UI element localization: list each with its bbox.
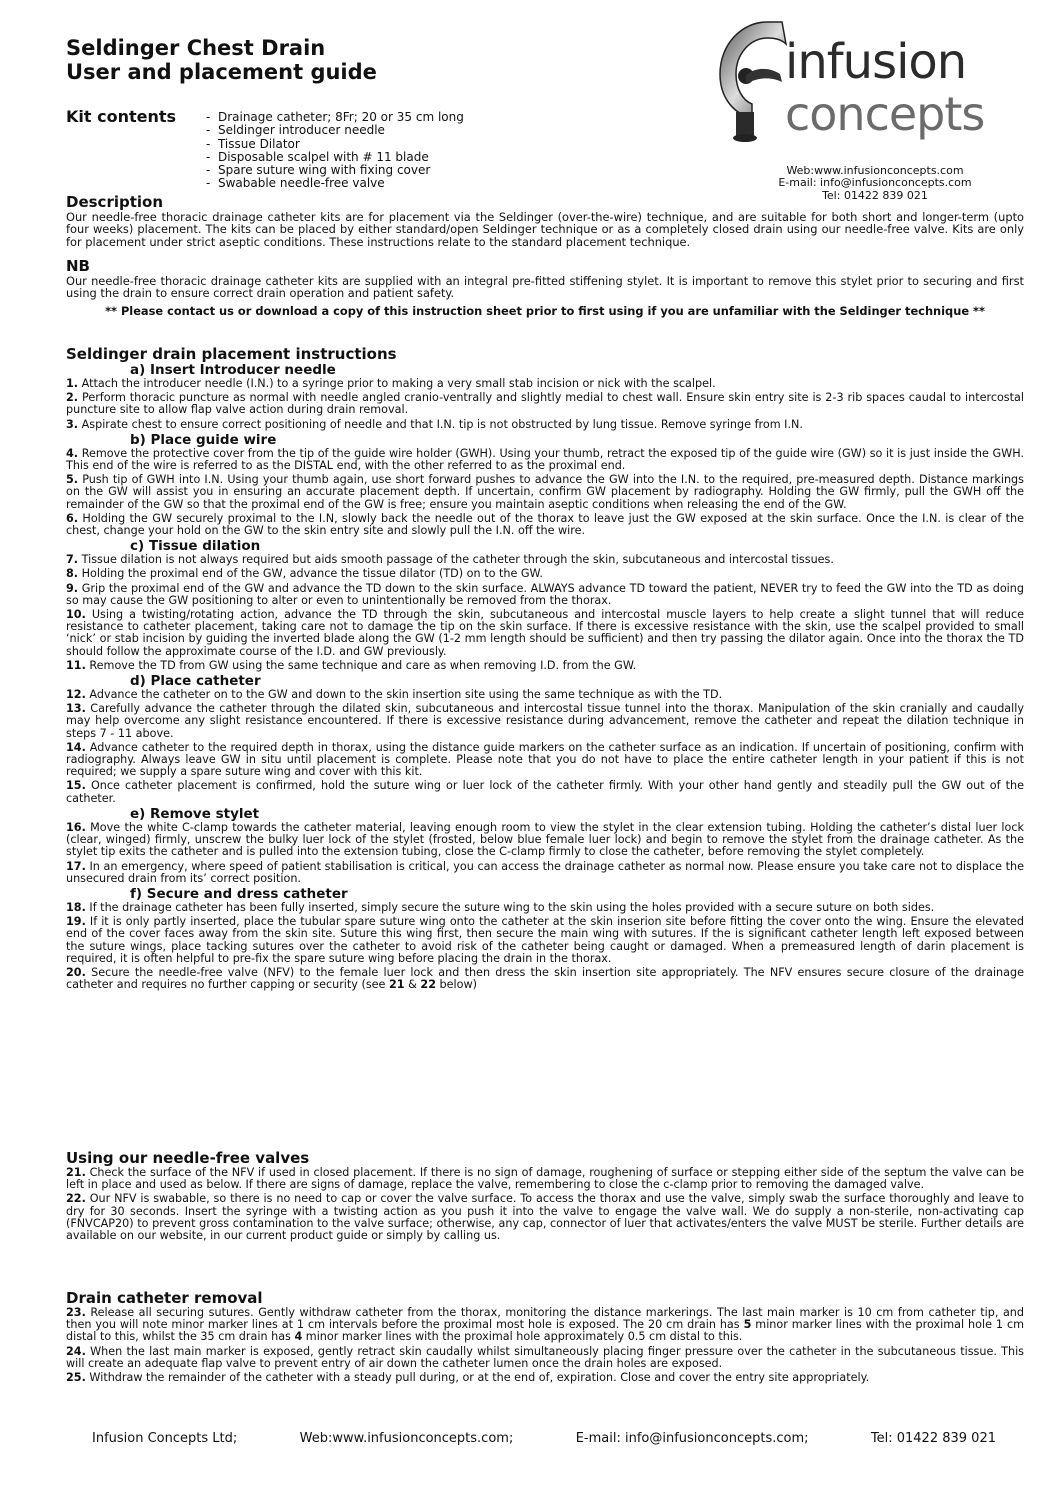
kit-item: - Drainage catheter; 8Fr; 20 or 35 cm long (206, 111, 464, 124)
kit-item: - Tissue Dilator (206, 138, 464, 151)
step-item: 8. Holding the proximal end of the GW, advance the tissue dilator (TD) on to the GW. (66, 567, 543, 581)
step-item: 17. In an emergency, where speed of patient stabilisation is critical, you can access the drainage catheter as normal now. Please ensure you take care not to displace the unsecured drain from its’ correct position. (66, 859, 1024, 885)
page-footer (92, 1431, 996, 1446)
step-item: 14. Advance catheter to the required depth in thorax, using the distance guide markers on the catheter surface as an indication. If uncertain of positioning, confirm with radiography. Always leave GW in situ until placement is complete. Please note that you do not have to place the entire catheter length in your patient if this is not required; we supply a spare suture wing and cover with this kit. (66, 740, 1024, 779)
step-item: 4. Remove the protective cover from the tip of the guide wire holder (GWH). Using your thumb, retract the exposed tip of the guide wire (GW) so it is just inside the GWH. This end of the wire is referred to as the DISTAL end, with the other referred to as the proximal end. (66, 446, 1025, 473)
kit-item: - Swabable needle-free valve (206, 177, 464, 190)
subheading-insert-needle: a) Insert Introducer needle (130, 362, 336, 378)
header-tel: Tel: 01422 839 021 (822, 188, 928, 202)
step-item: 23. Release all securing sutures. Gently withdraw catheter from the thorax, monitoring the distance markerings. The last main marker is 10 cm from catheter tip, and then you will note minor marker lines at 1 cm intervals before the proximal most hole is exposed. The 20 cm drain has 5 minor marker lines with the proximal hole 1 cm distal to this, whilst the 35 cm drain has 4 minor marker lines with the proximal hole approximately 0.5 cm distal to this. (66, 1306, 1024, 1344)
step-item: 15. Once catheter placement is confirmed, hold the suture wing or luer lock of the catheter firmly. With your other hand gently and steadily pull the GW out of the catheter. (66, 779, 1024, 805)
subheading-secure-dress: f) Secure and dress catheter (130, 885, 348, 902)
step-item: 18. If the drainage catheter has been fully inserted, simply secure the suture wing to the skin using the holes provided with a secure suture on both sides. (66, 900, 935, 914)
step-item: 24. When the last main marker is exposed, gently retract skin caudally whilst simultaneously placing finger pressure over the catheter in the subcutaneous tissue. This will create an adequate flap valve to prevent entry of air down the catheter lumen once the drain holes are exposed. (66, 1344, 1025, 1370)
description-section (66, 194, 1024, 248)
step-item: 6. Holding the GW securely proximal to the I.N, slowly back the needle out of the thorax to leave just the GW exposed at the skin surface. Once the I.N. is clear of the chest, change your hold on the GW to the skin entry site and slowly pull the I.N. off the wire. (66, 511, 1025, 538)
footer-company: Infusion Concepts Ltd; (92, 1431, 238, 1446)
step-item: 20. Secure the needle-free valve (NFV) to the female luer lock and then dress the skin insertion site appropriately. The NFV ensures secure closure of the drainage catheter and requires no further capping or security (see 21 & 22 below) (66, 965, 1024, 992)
step-item: 1. Attach the introducer needle (I.N.) to a syringe prior to making a very small stab incision or nick with the scalpel. (66, 377, 716, 390)
nb-section (66, 258, 1024, 318)
description-heading: Description (66, 193, 164, 211)
placement-heading: Seldinger drain placement instructions (66, 345, 397, 363)
kit-item: - Disposable scalpel with # 11 blade (206, 151, 464, 164)
step-item: 12. Advance the catheter on to the GW and down to the skin insertion site using the same technique as with the TD. (66, 688, 723, 702)
nb-heading: NB (66, 257, 90, 275)
valves-heading: Using our needle-free valves (66, 1149, 310, 1167)
step-item: 2. Perform thoracic puncture as normal with needle angled cranio-ventrally and slightly medial to chest wall. Ensure skin entry site is 2-3 rib spaces caudal to intercostal puncture site to allow flap valve action during drain removal. (66, 391, 1024, 417)
step-item: 25. Withdraw the remainder of the catheter with a steady pull during, or at the end of, expiration. Close and cover the entry site appropriately. (66, 1371, 870, 1385)
footer-tel: Tel: 01422 839 021 (870, 1431, 996, 1446)
step-item: 7. Tissue dilation is not always required but aids smooth passage of the catheter through the skin, subcutaneous and intercostal tissues. (66, 553, 834, 567)
valves-section (66, 1149, 1024, 1244)
removal-heading: Drain catheter removal (66, 1289, 263, 1307)
logo-wordmark-concepts: concepts (785, 87, 985, 141)
step-item: 3. Aspirate chest to ensure correct positioning of needle and that I.N. tip is not obstructed by lung tissue. Remove syringe from I.N. (66, 417, 803, 431)
step-item: 22. Our NFV is swabable, so there is no need to cap or cover the valve surface. To access the thorax and use the valve, simply swab the surface thoroughly and leave to dry for 30 seconds. Insert the syringe with a twisting action as you push it into the valve to engage the valve wall. We do supply a non-sterile, non-activating cap (FNVCAP20) to prevent gross contamination to the valve surface; otherwise, any cap, connector of luer that activates/enters the valve MUST be sterile. Further details are available on our website, in our current product guide or simply by calling us. (66, 1192, 1024, 1243)
kit-item: - Spare suture wing with fixing cover (206, 164, 464, 177)
subheading-place-catheter: d) Place catheter (130, 673, 261, 690)
subheading-tissue-dilation: c) Tissue dilation (130, 538, 261, 555)
placement-section (66, 345, 1024, 993)
footer-web: Web:www.infusionconcepts.com; (299, 1431, 514, 1446)
description-text: Our needle-free thoracic drainage catheter kits are for placement via the Seldinger (over-the-wire) technique, and are suitable for both short and longer-term (upto four weeks) placement. The kits can be placed by either standard/open Seldinger technique or as a completely closed drain using our needle-free valve. Kits are only for placement under strict aseptic conditions. These instructions relate to the standard placement technique. (66, 210, 1024, 249)
step-item: 19. If it is only partly inserted, place the tubular spare suture wing onto the catheter at the skin inserion site before fitting the cover onto the wing. Ensure the elevated end of the cover faces away from the skin site. Suture this wing first, then secure the main wing with sutures. If the is significant catheter length left exposed between the suture wings, place tacking sutures over the catheter to avoid risk of the catheter being caught or damaged. When a premeasured length of darin placement is required, it is often helpful to pre-fix the spare suture wing before placing the drain in the thorax. (66, 915, 1024, 965)
step-item: 5. Push tip of GWH into I.N. Using your thumb again, use short forward pushes to advance the GW into the I.N. to the required, pre-measured depth. Distance markings on the GW will assist you in ensuring an accurate placement depth. If uncertain, confirm GW placement by radiography. Holding the GW firmly, pull the GWH off the remainder of the GW so that the proximal end of the GW is free; ensure you maintain aseptic conditions when releasing the end of the GW. (66, 473, 1024, 511)
header-email: E-mail: info@infusionconcepts.com (778, 176, 972, 190)
step-item: 10. Using a twisting/rotating action, advance the TD through the skin, subcutaneous and intercostal muscle layers to help create a slight tunnel that will reduce resistance to catheter placement, taking care not to damage the tip on the skin surface. If there is excessive resistance with the skin, use the scalpel provided to small ‘nick’ or stab incision by guiding the inverted blade along the GW (1-2 mm length should be sufficient) and then try passing the dilator again. Once into the thorax the TD should follow the approximate course of the I.D. and GW previously. (66, 608, 1024, 658)
kit-item: - Seldinger introducer needle (206, 124, 464, 137)
subheading-remove-stylet: e) Remove stylet (130, 805, 260, 822)
document-title (66, 36, 377, 84)
footer-email: E-mail: info@infusionconcepts.com; (575, 1431, 809, 1446)
step-item: 11. Remove the TD from GW using the same technique and care as when removing I.D. from the GW. (66, 658, 637, 672)
step-item: 21. Check the surface of the NFV if used in closed placement. If there is no sign of damage, roughening of surface or stepping either side of the septum the valve can be left in place and used as below. If there are signs of damage, replace the valve, remembering to close the c-clamp prior to removing the damaged valve. (66, 1166, 1024, 1192)
header-web: Web:www.infusionconcepts.com (786, 164, 964, 177)
kit-contents-list (206, 111, 464, 191)
title-line-1: Seldinger Chest Drain (66, 36, 326, 60)
removal-section (66, 1289, 1024, 1386)
nb-callout: ** Please contact us or download a copy of this instruction sheet prior to first using if you are unfamiliar with the Seldinger technique ** (105, 303, 985, 318)
kit-contents-heading: Kit contents (66, 107, 177, 126)
step-item: 13. Carefully advance the catheter through the dilated skin, subcutaneous and intercostal tissue tunnel into the thorax. Manipulation of the skin cranially and caudally may help overcome any slight resistance encountered. If there is excessive resistance during advancement, remove the catheter and repeat the dilation technique in steps 7 - 11 above. (66, 702, 1024, 740)
logo-wordmark-infusion: infusion (785, 34, 967, 90)
step-item: 16. Move the white C-clamp towards the catheter material, leaving enough room to view the stylet in the clear extension tubing. Holding the catheter’s distal luer lock (clear, winged) firmly, unscrew the bulky luer lock of the stylet (frosted, below blue female luer lock) and begin to remove the stylet from the drainage catheter. As the stylet tip exits the catheter and is pulled into the extension tubing, close the C-clamp firmly to close the catheter, before removing the stylet completely. (66, 820, 1024, 859)
step-item: 9. Grip the proximal end of the GW and advance the TD down to the skin surface. ALWAYS advance TD toward the patient, NEVER try to feed the GW into the TD as doing so may cause the GW positioning to alter or even to unintentionally be removed from the thorax. (66, 581, 1024, 607)
subheading-place-guide-wire: b) Place guide wire (130, 431, 277, 448)
title-line-2: User and placement guide (66, 60, 377, 84)
nb-text: Our needle-free thoracic drainage catheter kits are supplied with an integral pre-fitted stiffening stylet. It is important to remove this stylet prior to securing and first using the drain to ensure correct drain operation and patient safety. (66, 274, 1024, 301)
